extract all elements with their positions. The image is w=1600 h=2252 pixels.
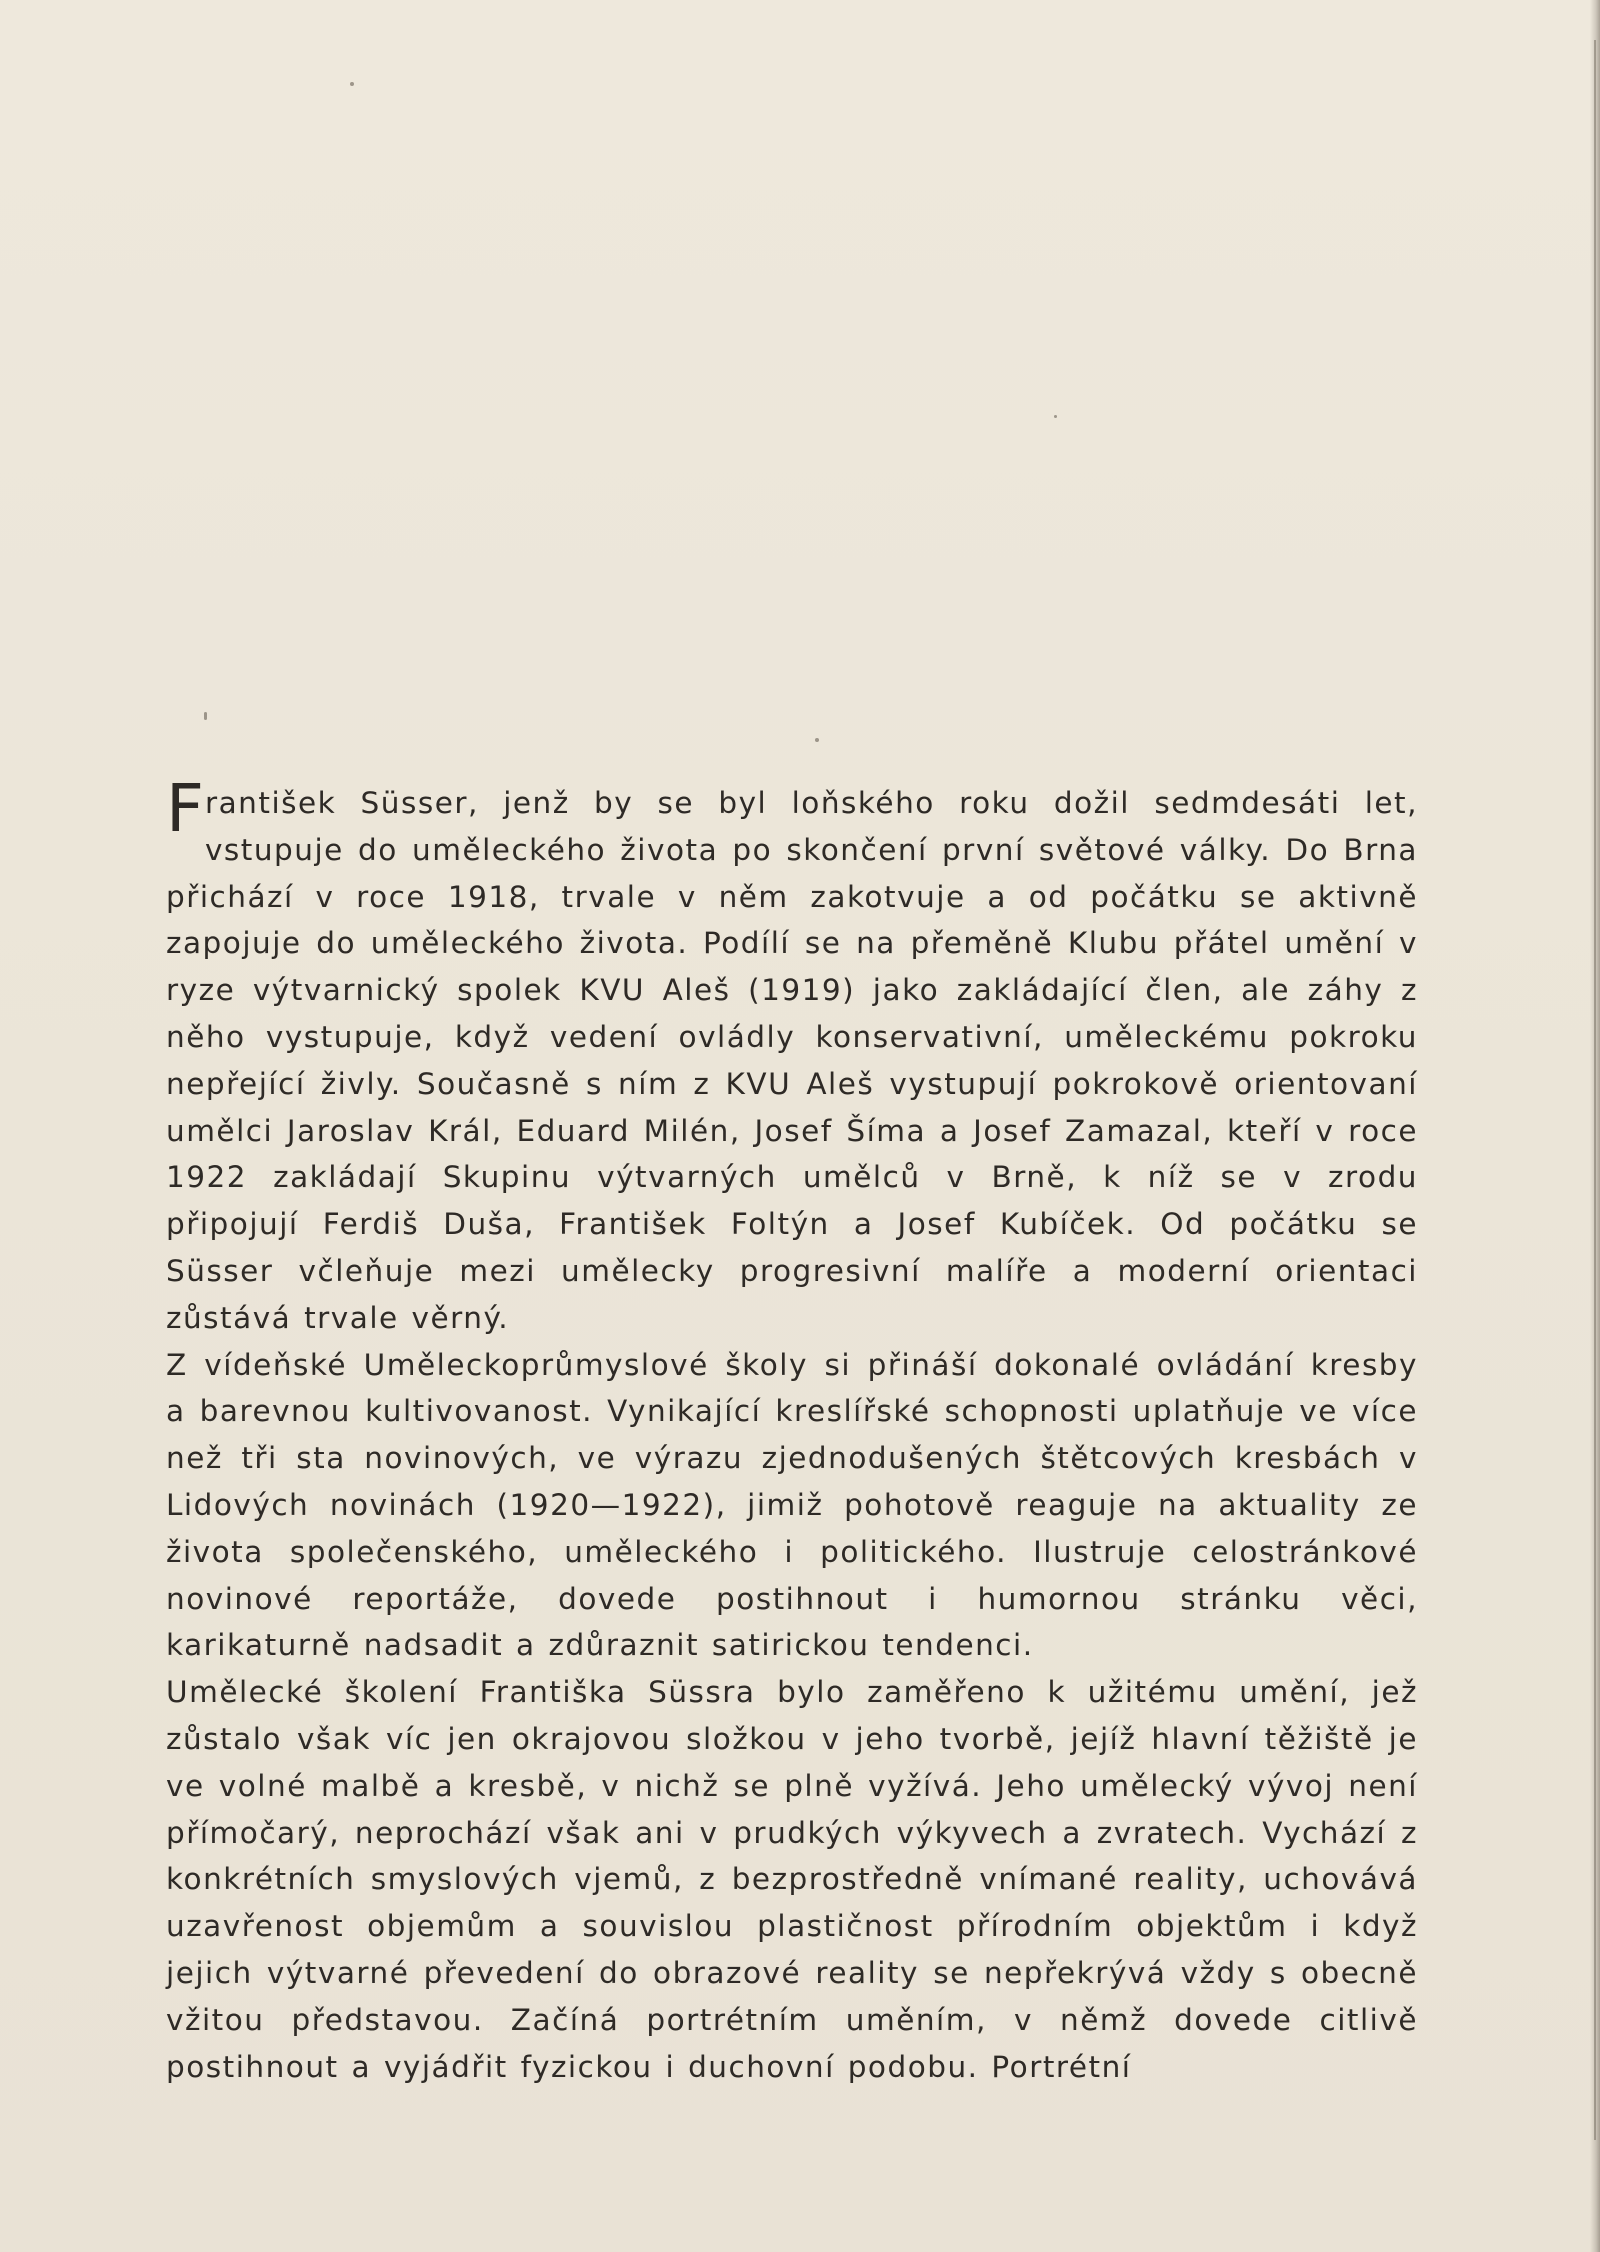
paper-speck: [350, 82, 354, 86]
paragraph-1: František Süsser, jenž by se byl loňského roku dožil sedmdesáti let, vstupuje do uměleckého života po skončení první světové války. Do Brna přichází v roce 1918, trvale v něm zakotvuje a od počátku se aktivně zapojuje do uměleckého života. Podílí se na přeměně Klubu přátel umění v ryze výtvarnický spolek KVU Aleš (1919) jako zakládající člen, ale záhy z něho vystupuje, když vedení ovládly konservativní, uměleckému pokroku nepřející živly. Současně s ním z KVU Aleš vystupují pokrokově orientovaní umělci Jaroslav Král, Eduard Milén, Josef Šíma a Josef Zamazal, kteří v roce 1922 zakládají Skupinu výtvarných umělců v Brně, k níž se v zrodu připojují Ferdiš Duša, František Foltýn a Josef Kubíček. Od počátku se Süsser včleňuje mezi umělecky progresivní malíře a moderní orientaci zůstává trvale věrný.: [166, 770, 1418, 1335]
paragraph-2: Z vídeňské Uměleckoprůmyslové školy si přináší dokonalé ovládání kresby a barevnou kultivovanost. Vynikající kreslířské schopnosti uplatňuje ve více než tři sta novinových, ve výrazu zjednodušených štětcových kresbách v Lidových novinách (1920—1922), jimiž pohotově reaguje na aktuality ze života společenského, uměleckého i politického. Ilustruje celostránkové novinové reportáže, dovede postihnout i humornou stránku věci, karikaturně nadsadit a zdůraznit satirickou tendenci.: [166, 1347, 1418, 1663]
article-body: [166, 770, 1418, 2090]
paragraph-3: Umělecké školení Františka Süssra bylo zaměřeno k užitému umění, jež zůstalo však víc jen okrajovou složkou v jeho tvorbě, jejíž hlavní těžiště je ve volné malbě a kresbě, v nichž se plně vyžívá. Jeho umělecký vývoj není přímočarý, neprochází však ani v prudkých výkyvech a zvratech. Vychází z konkrétních smyslových vjemů, z bezprostředně vnímané reality, uchovává uzavřenost objemům a souvislou plastičnost přírodním objektům i když jejich výtvarné převedení do obrazové reality se nepřekrývá vždy s obecně vžitou představou. Začíná portrétním uměním, v němž dovede citlivě postihnout a vyjádřit fyzickou i duchovní podobu. Portrétní: [166, 1675, 1418, 2084]
paper-speck: [204, 712, 207, 720]
page-edge-line: [1594, 40, 1596, 2140]
paper-speck: [815, 738, 819, 742]
paper-speck: [1054, 415, 1057, 418]
